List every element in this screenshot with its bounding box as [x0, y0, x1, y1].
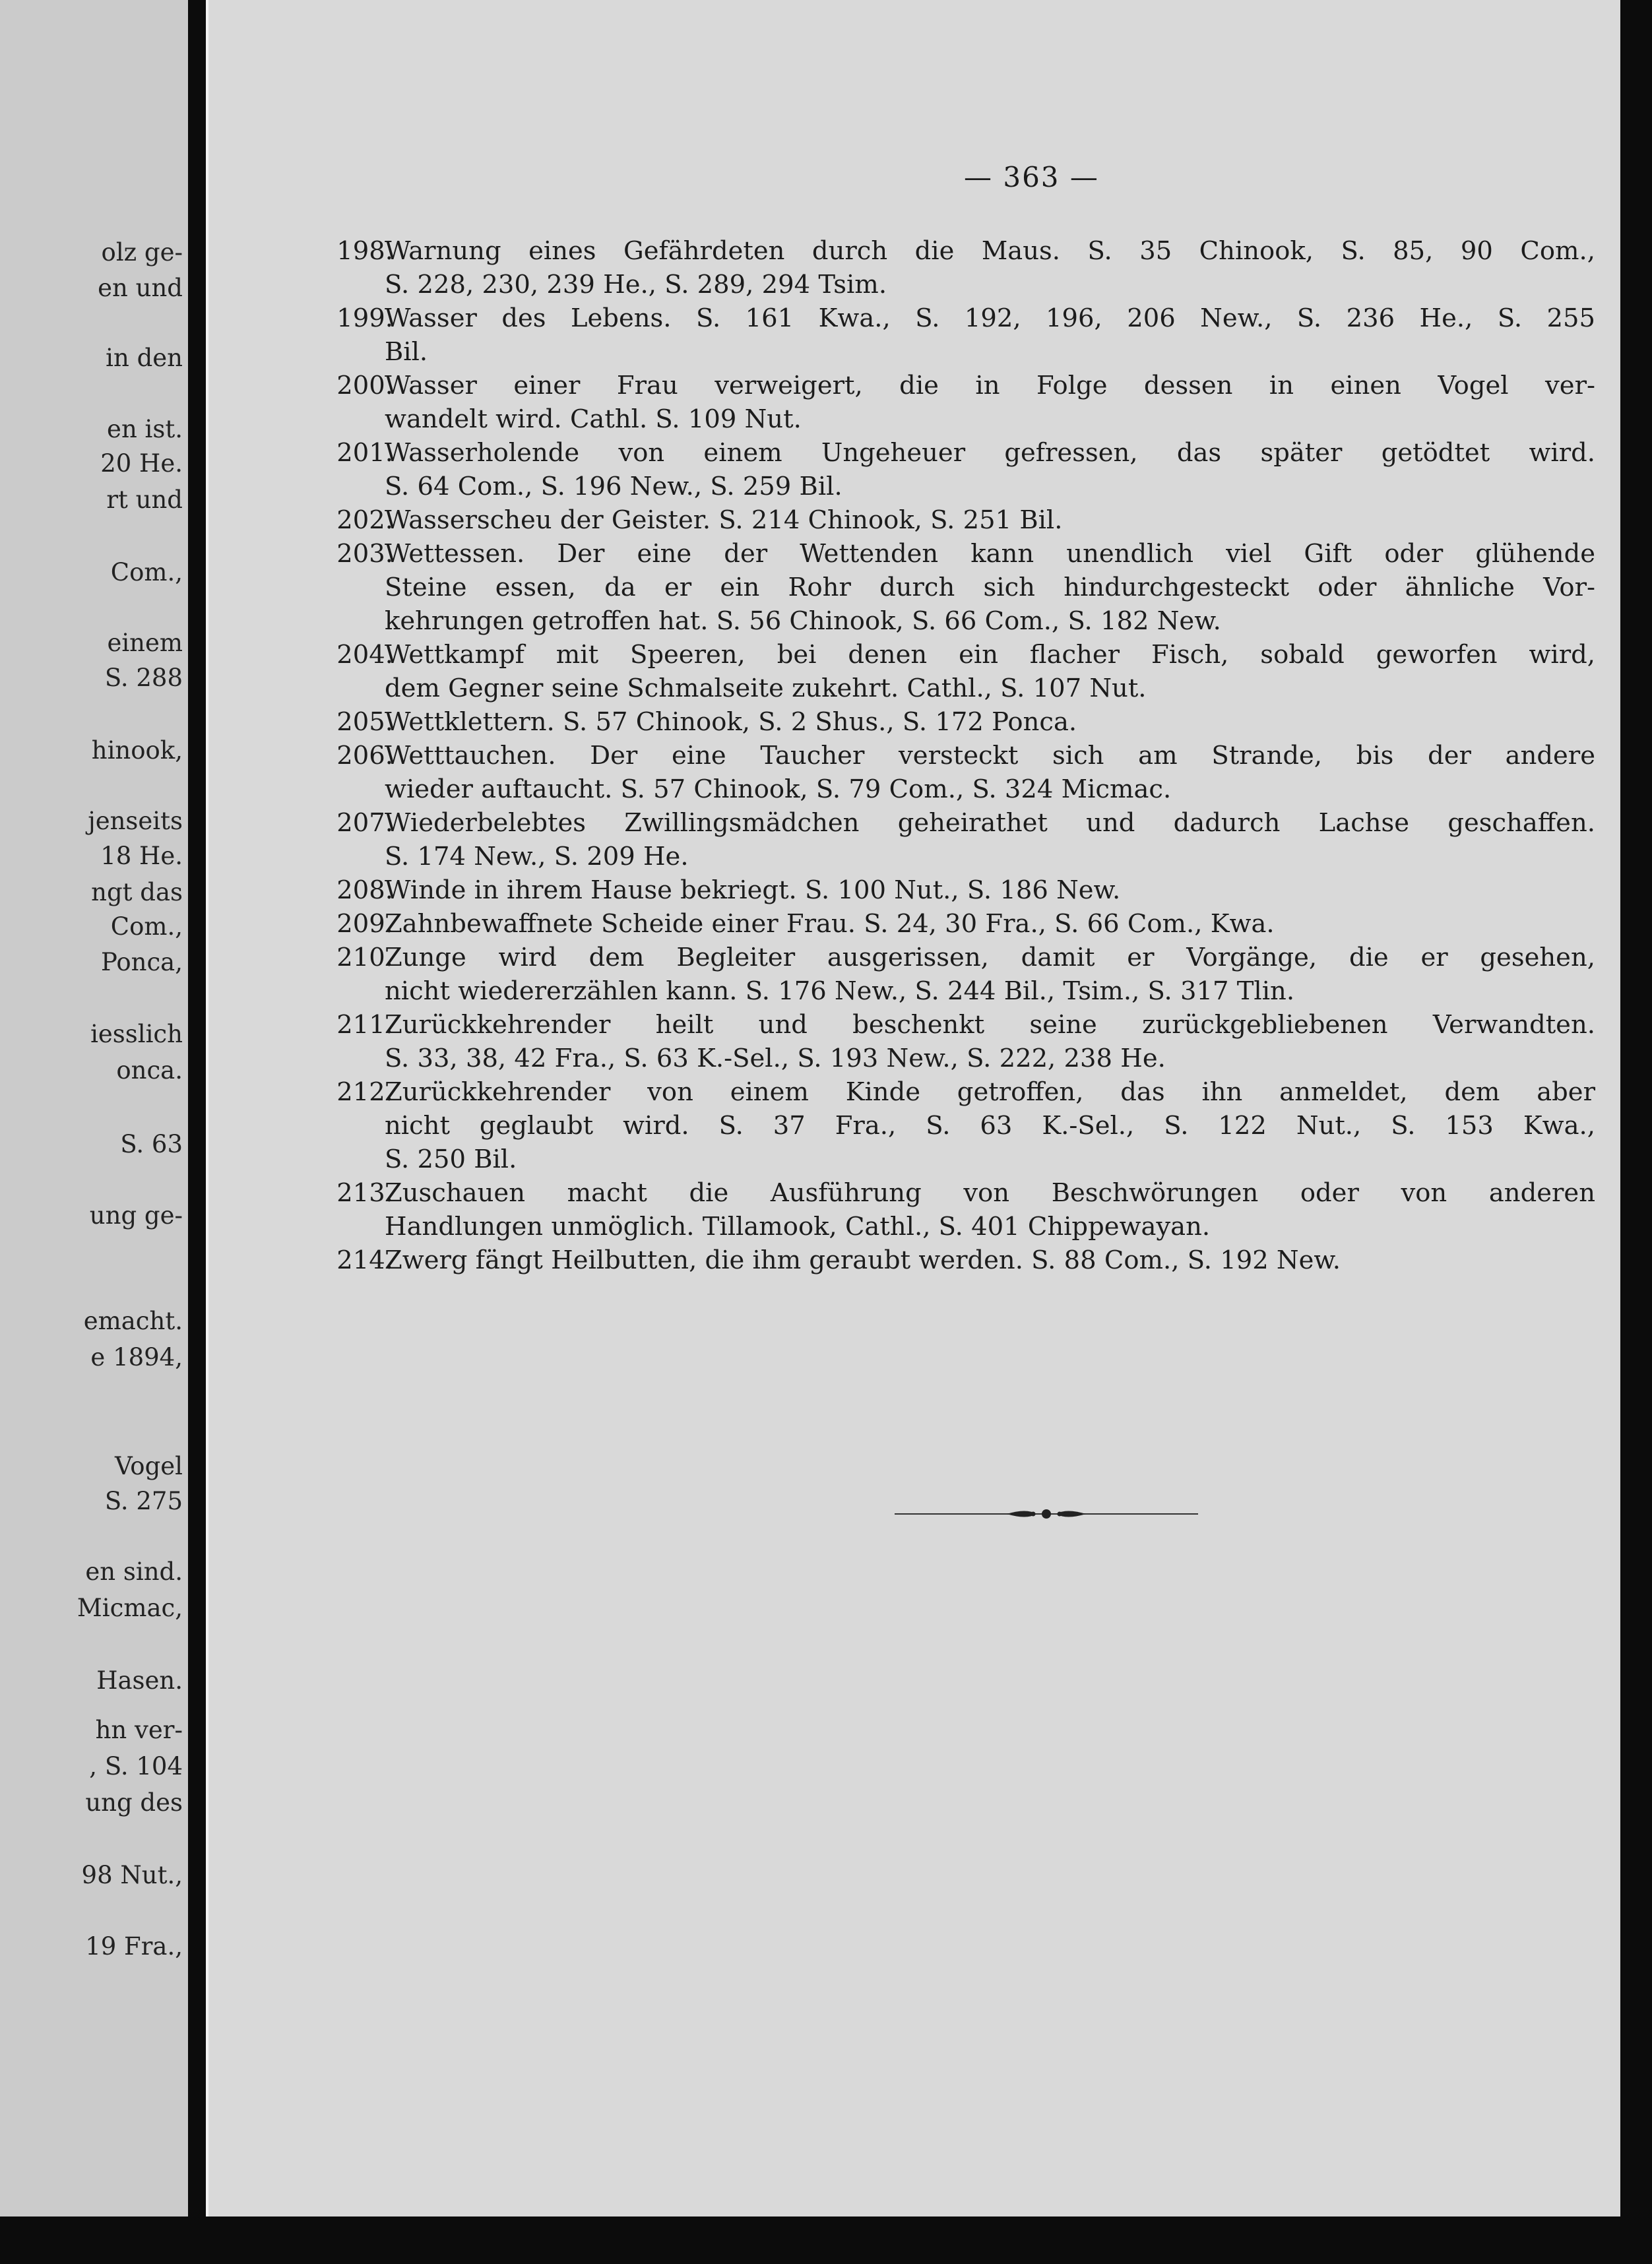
index-entry — [208, 907, 1620, 941]
index-entry — [208, 739, 1620, 806]
entry-text-line: Steine essen, da er ein Rohr durch sich hindurchgesteckt oder ähnliche Vor- — [385, 573, 1595, 602]
left-page-text-fragment: einem — [107, 629, 183, 657]
index-entry — [208, 705, 1620, 739]
entry-number: 203. — [336, 539, 393, 569]
index-entry — [208, 1243, 1620, 1277]
index-entry — [208, 301, 1620, 369]
entry-text-line: dem Gegner seine Schmalseite zukehrt. Cathl., S. 107 Nut. — [385, 674, 1147, 703]
entry-number: 205. — [336, 707, 393, 737]
index-entry — [208, 369, 1620, 436]
entry-number: 198. — [336, 236, 393, 266]
entry-text-line: Zwerg fängt Heilbutten, die ihm geraubt werden. S. 88 Com., S. 192 New. — [385, 1245, 1341, 1275]
left-page-text-fragment: Micmac, — [77, 1594, 183, 1622]
entry-number: 210. — [336, 943, 393, 972]
left-page-text-fragment: 98 Nut., — [81, 1861, 183, 1889]
entry-number: 207. — [336, 808, 393, 838]
left-page-text-fragment: S. 288 — [104, 664, 183, 692]
entry-text-line: Wettkampf mit Speeren, bei denen ein flacher Fisch, sobald geworfen wird, — [385, 640, 1595, 670]
index-entry — [208, 638, 1620, 705]
entry-text-line: nicht wiedererzählen kann. S. 176 New., S. 244 Bil., Tsim., S. 317 Tlin. — [385, 976, 1295, 1006]
entry-text-line: Zurückkehrender heilt und beschenkt seine zurückgebliebenen Verwandten. — [385, 1010, 1595, 1040]
left-page-text-fragment: 18 He. — [100, 842, 183, 870]
left-page-text-fragment: ung ge- — [89, 1201, 183, 1230]
left-page-text-fragment: Hasen. — [96, 1666, 183, 1695]
left-page-text-fragment: hn ver- — [95, 1716, 183, 1744]
entry-number: 206. — [336, 741, 393, 770]
entry-text-line: S. 250 Bil. — [385, 1145, 517, 1174]
entry-text-line: Wettklettern. S. 57 Chinook, S. 2 Shus., S. 172 Ponca. — [385, 707, 1077, 737]
entry-text-line: S. 228, 230, 239 He., S. 289, 294 Tsim. — [385, 270, 887, 299]
left-page-text-fragment: 20 He. — [100, 449, 183, 478]
left-page-text-fragment: emacht. — [83, 1307, 183, 1335]
left-page-text-fragment: Vogel — [114, 1452, 183, 1480]
entry-number: 199. — [336, 303, 393, 333]
entry-number: 211. — [336, 1010, 393, 1040]
index-entry — [208, 537, 1620, 638]
entry-text-line: Wasser einer Frau verweigert, die in Folge dessen in einen Vogel ver- — [385, 371, 1595, 400]
entry-text-line: S. 174 New., S. 209 He. — [385, 842, 689, 871]
index-entry — [208, 1075, 1620, 1176]
entry-number: 212. — [336, 1077, 393, 1107]
left-page-text-fragment: 19 Fra., — [85, 1932, 183, 1961]
page-number: — 363 — — [964, 161, 1099, 193]
left-page-text-fragment: Ponca, — [100, 948, 183, 976]
left-page-text-fragment: ung des — [85, 1788, 183, 1817]
left-page-text-fragment: en sind. — [85, 1557, 183, 1586]
entry-text-line: kehrungen getroffen hat. S. 56 Chinook, S. 66 Com., S. 182 New. — [385, 606, 1221, 636]
index-entry — [208, 503, 1620, 537]
index-entry — [208, 806, 1620, 873]
entry-text-line: wandelt wird. Cathl. S. 109 Nut. — [385, 404, 802, 434]
entry-number: 209. — [336, 909, 393, 939]
left-page-text-fragment: onca. — [116, 1056, 183, 1085]
left-page-text-fragment: jenseits — [88, 807, 183, 835]
entry-text-line: Wasserscheu der Geister. S. 214 Chinook, S. 251 Bil. — [385, 505, 1063, 535]
entry-text-line: nicht geglaubt wird. S. 37 Fra., S. 63 K.-Sel., S. 122 Nut., S. 153 Kwa., — [385, 1111, 1595, 1141]
left-page-text-fragment: iesslich — [90, 1020, 183, 1048]
left-page-text-fragment: ngt das — [91, 878, 183, 906]
entry-text-line: Zunge wird dem Begleiter ausgerissen, damit er Vorgänge, die er gesehen, — [385, 943, 1595, 972]
entry-text-line: S. 33, 38, 42 Fra., S. 63 K.-Sel., S. 193 New., S. 222, 238 He. — [385, 1044, 1166, 1073]
left-page-text-fragment: rt und — [106, 486, 183, 514]
scan-border — [0, 2217, 1652, 2264]
entry-text-line: Zuschauen macht die Ausführung von Beschwörungen oder von anderen — [385, 1178, 1595, 1208]
entry-text-line: wieder auftaucht. S. 57 Chinook, S. 79 Com., S. 324 Micmac. — [385, 774, 1172, 804]
left-page-text-fragment: Com., — [110, 912, 183, 941]
entry-number: 208. — [336, 875, 393, 905]
entry-number: 200. — [336, 371, 393, 400]
entry-text-line: Warnung eines Gefährdeten durch die Maus. S. 35 Chinook, S. 85, 90 Com., — [385, 236, 1595, 266]
ornamental-rule-icon — [895, 1504, 1198, 1524]
entry-text-line: Zahnbewaffnete Scheide einer Frau. S. 24, 30 Fra., S. 66 Com., Kwa. — [385, 909, 1275, 939]
left-page-text-fragment: hinook, — [91, 736, 183, 765]
left-page-text-fragment: S. 275 — [104, 1487, 183, 1515]
left-page-text-fragment: in den — [106, 344, 183, 372]
entry-text-line: Wettessen. Der eine der Wettenden kann unendlich viel Gift oder glühende — [385, 539, 1595, 569]
entry-number: 202. — [336, 505, 393, 535]
left-page-text-fragment: S. 63 — [120, 1130, 183, 1158]
entry-text-line: Handlungen unmöglich. Tillamook, Cathl., S. 401 Chippewayan. — [385, 1212, 1211, 1242]
index-entry — [208, 1176, 1620, 1243]
entry-text-line: S. 64 Com., S. 196 New., S. 259 Bil. — [385, 472, 842, 501]
left-page-text-fragment: en und — [98, 274, 183, 302]
left-page-text-fragment: olz ge- — [101, 238, 183, 267]
left-page-text-fragment: e 1894, — [90, 1343, 183, 1371]
entry-text-line: Bil. — [385, 337, 428, 367]
entry-text-line: Winde in ihrem Hause bekriegt. S. 100 Nut., S. 186 New. — [385, 875, 1121, 905]
entry-number: 214. — [336, 1245, 393, 1275]
entry-list — [208, 234, 1620, 1277]
adjacent-page-strip — [0, 0, 188, 2236]
index-entry — [208, 436, 1620, 503]
left-page-text-fragment: en ist. — [107, 415, 183, 443]
left-page-text-fragment: Com., — [110, 558, 183, 586]
entry-text-line: Wasser des Lebens. S. 161 Kwa., S. 192, 196, 206 New., S. 236 He., S. 255 — [385, 303, 1595, 333]
entry-number: 213. — [336, 1178, 393, 1208]
entry-text-line: Wetttauchen. Der eine Taucher versteckt sich am Strande, bis der andere — [385, 741, 1595, 770]
index-entry — [208, 234, 1620, 301]
entry-text-line: Zurückkehrender von einem Kinde getroffen, das ihn anmeldet, dem aber — [385, 1077, 1595, 1107]
entry-number: 204. — [336, 640, 393, 670]
entry-number: 201. — [336, 438, 393, 468]
entry-text-line: Wiederbelebtes Zwillingsmädchen geheirathet und dadurch Lachse geschaffen. — [385, 808, 1595, 838]
left-page-text-fragment: , S. 104 — [89, 1752, 183, 1780]
index-entry — [208, 941, 1620, 1008]
index-entry — [208, 1008, 1620, 1075]
document-page — [206, 0, 1620, 2217]
index-entry — [208, 873, 1620, 907]
entry-text-line: Wasserholende von einem Ungeheuer gefressen, das später getödtet wird. — [385, 438, 1595, 468]
